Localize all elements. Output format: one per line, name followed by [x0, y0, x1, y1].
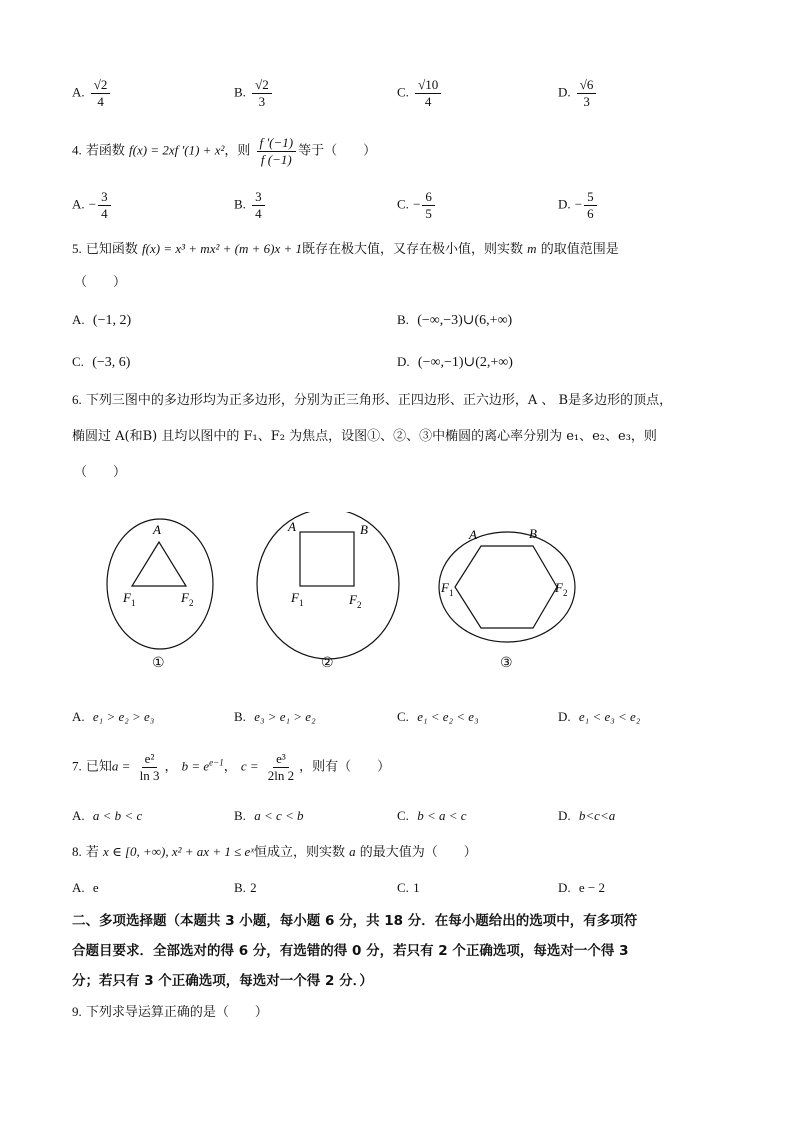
q4-option-a: A. − $\frac{3}{4}$ [72, 190, 113, 220]
fig2-label-f1: $F_1$ [291, 590, 304, 608]
q8-stem: 8. 若 x ∈ [0, +∞), x² + ax + 1 ≤ eˣ恒成立，则实数 a 的最大值为（ ） [72, 844, 477, 860]
q5-option-a: A. (−1, 2) [72, 312, 132, 328]
fig-label-1: ① [152, 655, 165, 671]
q3-option-b: B. $\frac{√2}{3}$ [234, 78, 274, 108]
figure-2-square-ellipse [257, 512, 399, 659]
q7-stem: 7. 已知a = $\frac{\text{e²}}{\ln 3}$ ， $b = e^{e-1}$， c = $\frac{\text{e³}}{2\ln 2}$ ，则有（ ） [72, 751, 391, 783]
q8-option-d: D. e − 2 [558, 880, 606, 895]
figure-1-triangle-ellipse [107, 519, 213, 649]
q3-option-c: C. $\frac{√10}{4}$ [397, 78, 443, 108]
q7-option-b: B. a < c < b [234, 808, 304, 823]
fig2-label-b: B [360, 522, 368, 537]
section2-line1: 二、多项选择题（本题共 3 小题，每小题 6 分，共 18 分．在每小题给出的选项中，有多项符 [72, 913, 638, 929]
q8-option-c: C. 1 [397, 880, 420, 895]
q5-option-b: B. (−∞,−3)∪(6,+∞) [397, 312, 513, 328]
section2-line2: 合题目要求．全部选对的得 6 分，有选错的得 0 分，若只有 2 个正确选项，每选对一个得 3 [72, 943, 629, 959]
q6-paren: （ ） [74, 465, 127, 480]
q6-stem-line1: 6. 下列三图中的多边形均为正多边形，分别为正三角形、正四边形、正六边形，A 、 B是多边形的顶点， [72, 392, 673, 408]
fig1-label-f2: $F_2$ [181, 590, 194, 608]
fig3-label-a: A [469, 527, 477, 542]
q9-stem: 9. 下列求导运算正确的是（ ） [72, 1004, 268, 1020]
q5-stem: 5. 已知函数 f(x) = x³ + mx² + (m + 6)x + 1既存在极大值，又存在极小值，则实数 m 的取值范围是 [72, 241, 619, 257]
q4-option-b: B. $\frac{3}{4}$ [234, 190, 267, 220]
q3-option-a: A. $\frac{√2}{4}$ [72, 78, 112, 108]
fig3-label-f1: $F_1$ [441, 580, 454, 598]
q5-option-c: C. (−3, 6) [72, 354, 131, 370]
fig2-label-a: A [288, 519, 296, 534]
q8-option-a: A. e [72, 880, 99, 895]
section2-line3: 分；若只有 3 个正确选项，每选对一个得 2 分．） [72, 973, 373, 989]
q4-option-c: C. − $\frac{6}{5}$ [397, 190, 437, 220]
q5-option-d: D. (−∞,−1)∪(2,+∞) [397, 354, 513, 370]
q6-figures [95, 512, 615, 672]
q6-option-d: D. e₁ < e₃ < e₂ [558, 709, 641, 724]
fig1-label-a: A [153, 522, 161, 537]
q3-option-d: D. $\frac{√6}{3}$ [558, 78, 598, 108]
q7-option-d: D. b<c<a [558, 808, 616, 823]
q6-option-b: B. e₃ > e₁ > e₂ [234, 709, 316, 724]
fig2-label-f2: $F_2$ [349, 592, 362, 610]
fig-label-3: ③ [500, 655, 513, 671]
q5-paren: （ ） [74, 275, 127, 290]
figure-3-hexagon-ellipse [439, 526, 575, 642]
q6-option-c: C. e₁ < e₂ < e₃ [397, 709, 479, 724]
q6-stem-line2: 椭圆过 A(和B) 且均以图中的 F₁、F₂ 为焦点，设图①、②、③中椭圆的离心率分别为 e₁、e₂、e₃，则 [72, 429, 657, 444]
q7-option-a: A. a < b < c [72, 808, 143, 823]
q8-option-b: B. 2 [234, 880, 257, 895]
q4-stem: 4. 若函数 f(x) = 2xf '(1) + x²，则 $\frac{f '(-1)}{f (-1)}$ 等于（ ） [72, 135, 377, 167]
q6-option-a: A. e₁ > e₂ > e₃ [72, 709, 155, 724]
fig3-label-f2: $F_2$ [555, 580, 568, 598]
fig-label-2: ② [321, 655, 334, 671]
q4-option-d: D. − $\frac{5}{6}$ [558, 190, 599, 220]
fig1-label-f1: $F_1$ [123, 590, 136, 608]
q7-option-c: C. b < a < c [397, 808, 467, 823]
fig3-label-b: B [529, 526, 537, 541]
